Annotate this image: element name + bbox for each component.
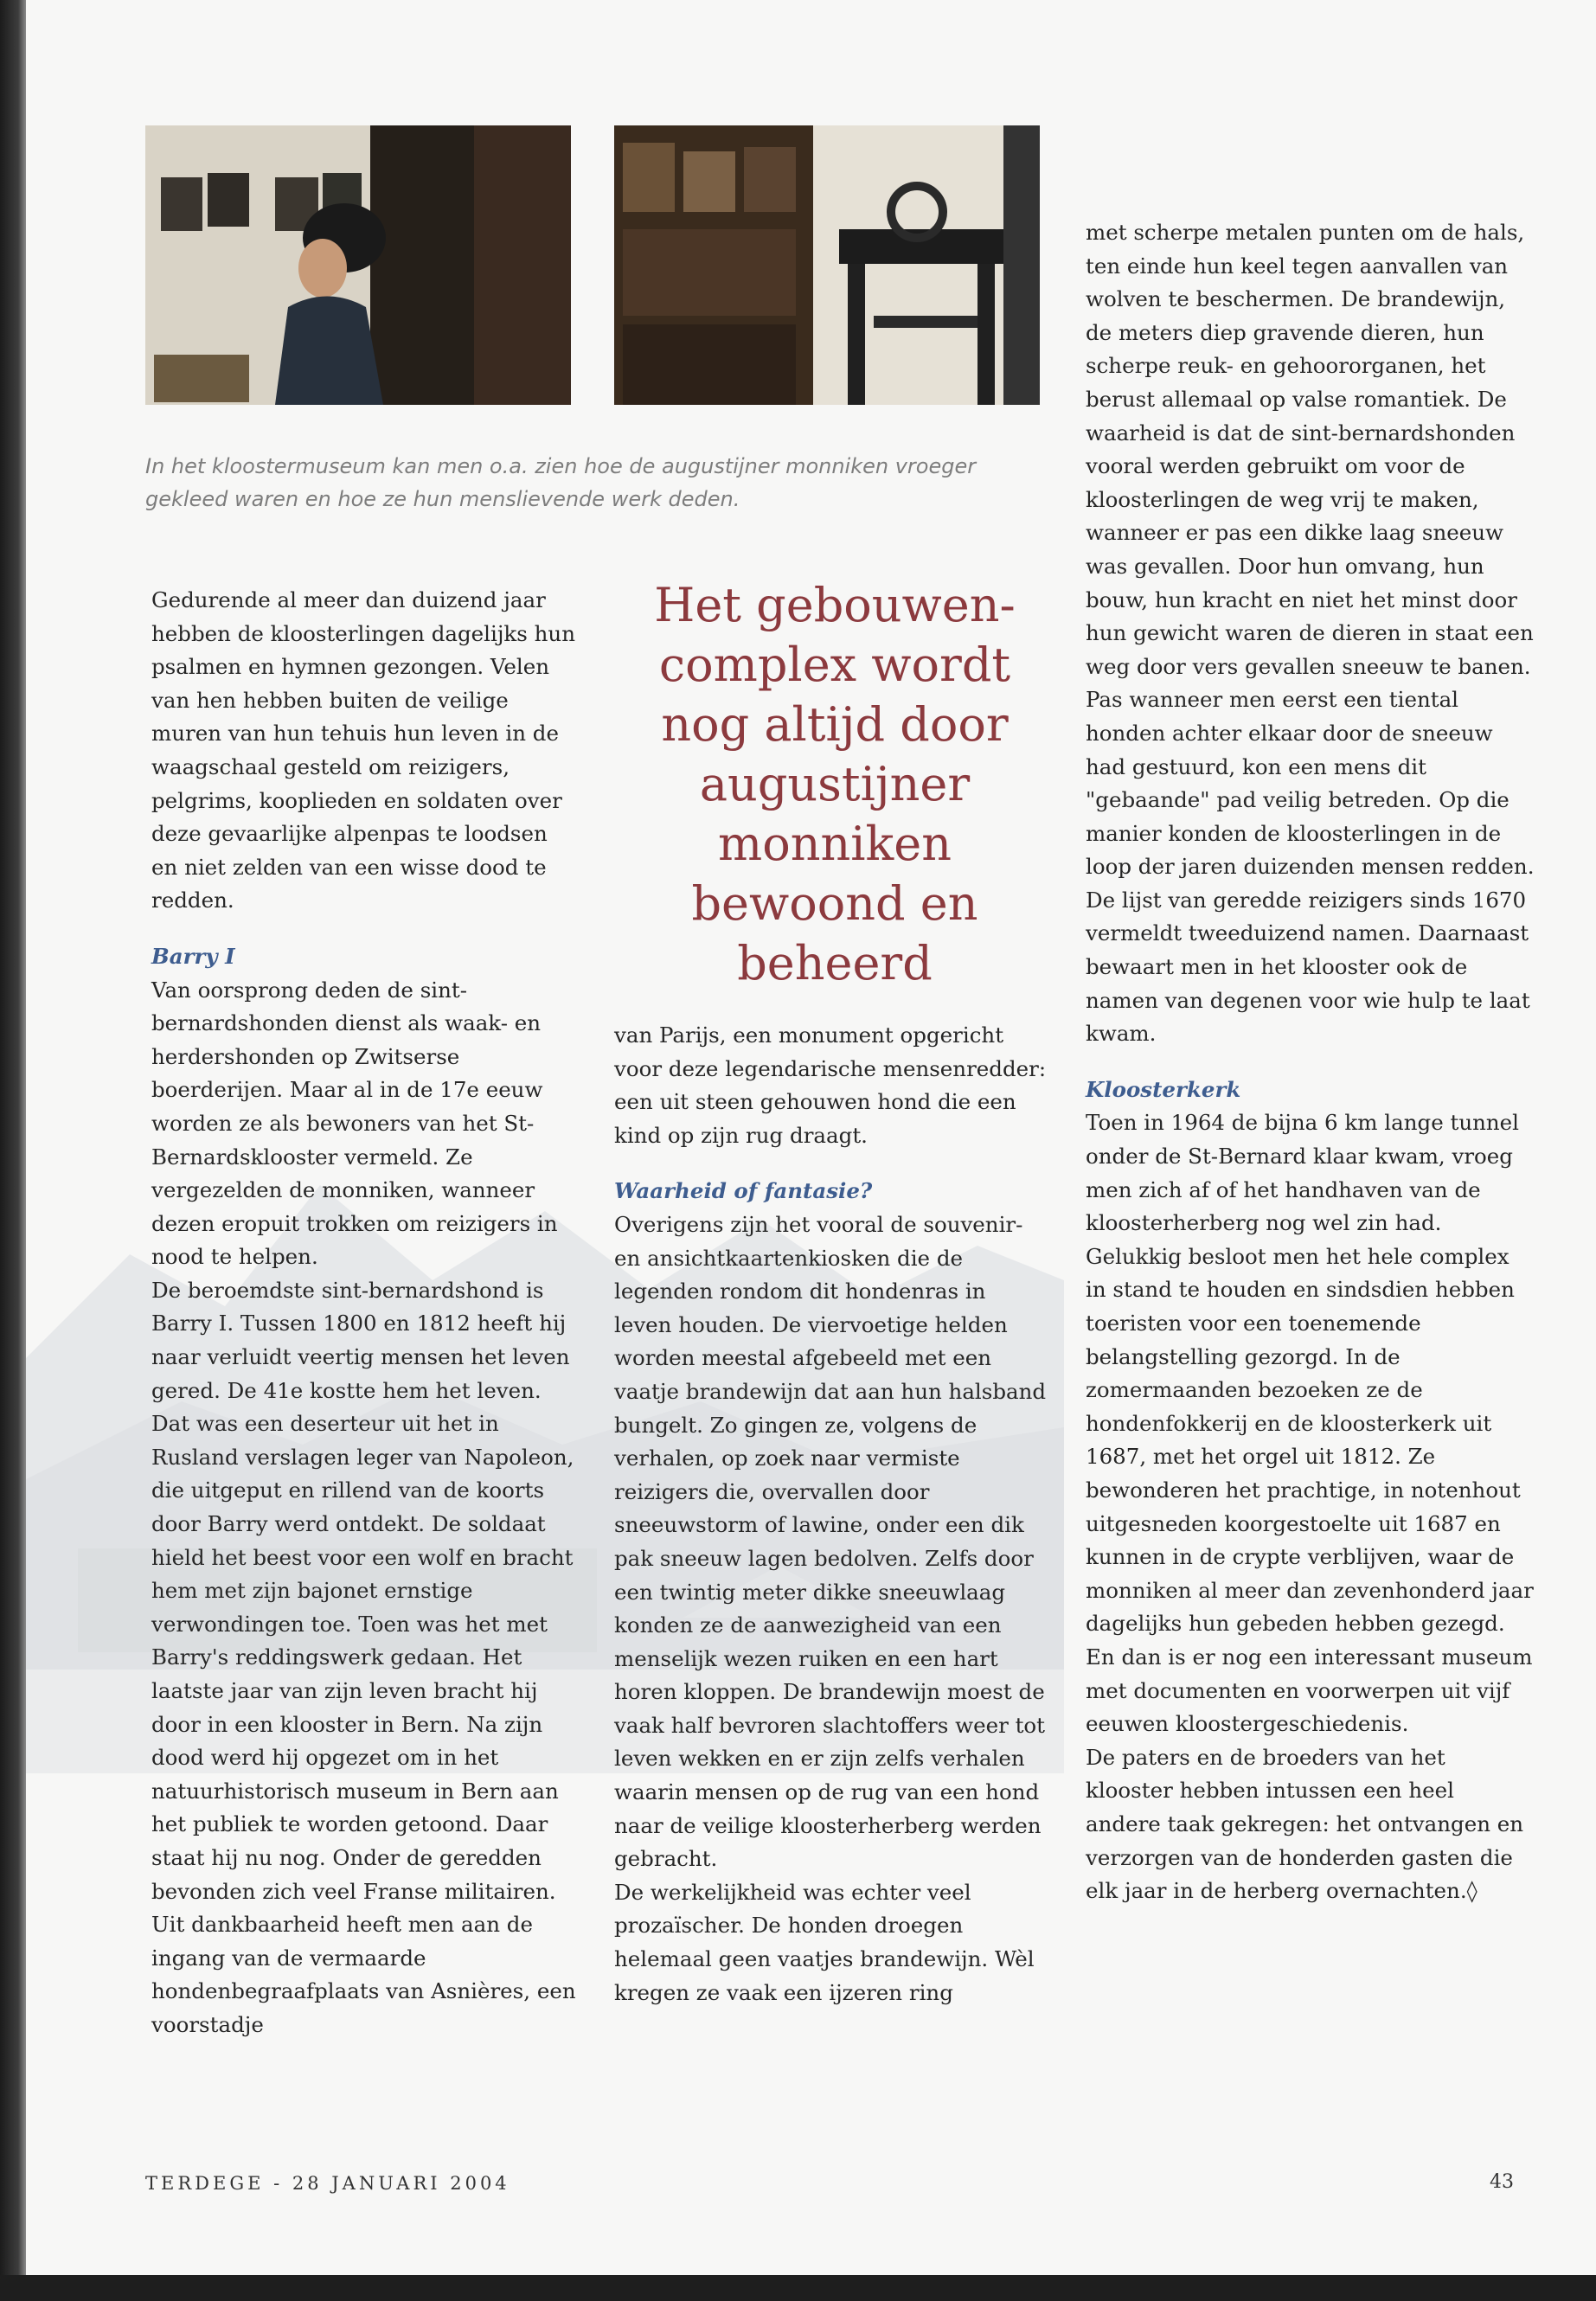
pull-quote: Het gebouwen-complex wordt nog altijd door augustijner monniken bewoond en beheerd: [654, 578, 1016, 990]
printing-press-photo: [614, 125, 1040, 405]
paragraph: met scherpe metalen punten om de hals, ten einde hun keel tegen aanvallen van wolven te beschermen. De brandewijn, de meters diep gravende dieren, hun scherpe reuk- en gehoororganen, het berust allemaal op valse romantiek. De waarheid is dat de sint-bernardshonden vooral werden gebruikt om voor de kloosterlingen de weg vrij te maken, wanneer er pas een dikke laag sneeuw was gevallen. Door hun omvang, hun bouw, hun kracht en niet het minst door hun gewicht waren de dieren in staat een weg door vers gevallen sneeuw te banen. Pas wanneer men eerst een tiental honden achter elkaar door de sneeuw had gestuurd, kon een mens dit "gebaande" pad veilig betreden. Op die manier konden de kloosterlingen in de loop der jaren duizenden mensen redden. De lijst van geredde reizigers sinds 1670 vermeldt tweeduizend namen. Daarnaast bewaart men in het klooster ook de namen van degenen voor wie hulp te laat kwam.: [1086, 220, 1535, 1047]
scan-edge-left: [0, 0, 26, 2301]
intro-paragraph: Gedurende al meer dan duizend jaar hebben de kloosterlingen dagelijks hun psalmen en hymnen gezongen. Velen van hen hebben buiten de veilige muren van hun tehuis hun leven in de waagschaal gesteld om reizigers, pelgrims, kooplieden en soldaten over deze gevaarlijke alpenpas te loodsen en niet zelden van een wisse dood te redden.: [151, 587, 575, 913]
paragraph: Van oorsprong deden de sint-bernardshonden dienst als waak- en herdershonden op Zwitserse boerderijen. Maar al in de 17e eeuw worden ze als bewoners van het St-Bernardsklooster vermeld. Ze vergezelden de monniken, wanneer dezen eropuit trokken om reizigers in nood te helpen.: [151, 977, 558, 1270]
paragraph: De beroemdste sint-bernardshond is Barry I. Tussen 1800 en 1812 heeft hij naar verluidt veertig mensen het leven gered. De 41e kostte hem het leven. Dat was een deserteur uit het in Rusland verslagen leger van Napoleon, die uitgeput en rillend van de koorts door Barry werd ontdekt. De soldaat hield het beest voor een wolf en bracht hem met zijn bajonet ernstige verwondingen toe. Toen was het met Barry's reddingswerk gedaan. Het laatste jaar van zijn leven bracht hij door in een klooster in Bern. Na zijn dood werd hij opgezet om in het natuurhistorisch museum in Bern aan het publiek te worden getoond. Daar staat hij nu nog. Onder de geredden bevonden zich veel Franse militairen. Uit dankbaarheid heeft men aan de ingang van de vermaarde hondenbegraafplaats van Asnières, een voorstadje: [151, 1277, 576, 2037]
article-column-1: [151, 584, 580, 2042]
paragraph: van Parijs, een monument opgericht voor deze legendarische mensenredder: een uit steen gehouwen hond die een kind op zijn rug draagt.: [614, 1022, 1047, 1148]
paragraph: De werkelijkheid was echter veel prozaïscher. De honden droegen helemaal geen vaatjes brandewijn. Wèl kregen ze vaak een ijzeren ring: [614, 1879, 1035, 2005]
footer-publication: TERDEGE - 28 JANUARI 2004: [145, 2173, 510, 2194]
article-column-3: [1086, 216, 1535, 1908]
section-heading-kloosterkerk: Kloosterkerk: [1086, 1076, 1241, 1102]
photo-caption: In het kloostermuseum kan men o.a. zien hoe de augustijner monniken vroeger gekleed waren en hoe ze hun menslievende werk deden.: [145, 454, 977, 511]
article-column-2: [614, 1019, 1047, 2009]
scan-edge-bottom: [0, 2275, 1596, 2301]
page-number: 43: [1490, 2171, 1514, 2193]
museum-figure-photo: [145, 125, 571, 405]
paragraph: Toen in 1964 de bijna 6 km lange tunnel onder de St-Bernard klaar kwam, vroeg men zich af of het handhaven van de kloosterherberg nog wel zin had. Gelukkig besloot men het hele complex in stand te houden en sindsdien hebben toeristen voor een toenemende belangstelling gezorgd. In de zomermaanden bezoeken ze de hondenfokkerij en de kloosterkerk uit 1687, met het orgel uit 1812. Ze bewonderen het prachtige, in notenhout uitgesneden koorgestoelte uit 1687 en kunnen in de crypte verblijven, waar de monniken al meer dan zevenhonderd jaar dagelijks hun gebeden hebben gezegd. En dan is er nog een interessant museum met documenten en voorwerpen uit vijf eeuwen kloostergeschiedenis.: [1086, 1110, 1534, 1737]
section-heading-waarheid: Waarheid of fantasie?: [614, 1178, 873, 1204]
paragraph: De paters en de broeders van het klooster hebben intussen een heel andere taak gekregen: het ontvangen en verzorgen van de honderden gasten die elk jaar in de herberg overnachten.◊: [1086, 1744, 1524, 1904]
paragraph: Overigens zijn het vooral de souvenir- en ansichtkaartenkiosken die de legenden rondom dit hondenras in leven houden. De viervoetige helden worden meestal afgebeeld met een vaatje brandewijn dat aan hun halsband bungelt. Zo gingen ze, volgens de verhalen, op zoek naar vermiste reizigers die, overvallen door sneeuwstorm of lawine, onder een dik pak sneeuw lagen bedolven. Zelfs door een twintig meter dikke sneeuwlaag konden ze de aanwezigheid van een menselijk wezen ruiken en een hart horen kloppen. De brandewijn moest de vaak half bevroren slachtoffers weer tot leven wekken en er zijn zelfs verhalen waarin mensen op de rug van een hond naar de veilige kloosterherberg werden gebracht.: [614, 1211, 1047, 1872]
section-heading-barry: Barry I: [151, 943, 235, 969]
